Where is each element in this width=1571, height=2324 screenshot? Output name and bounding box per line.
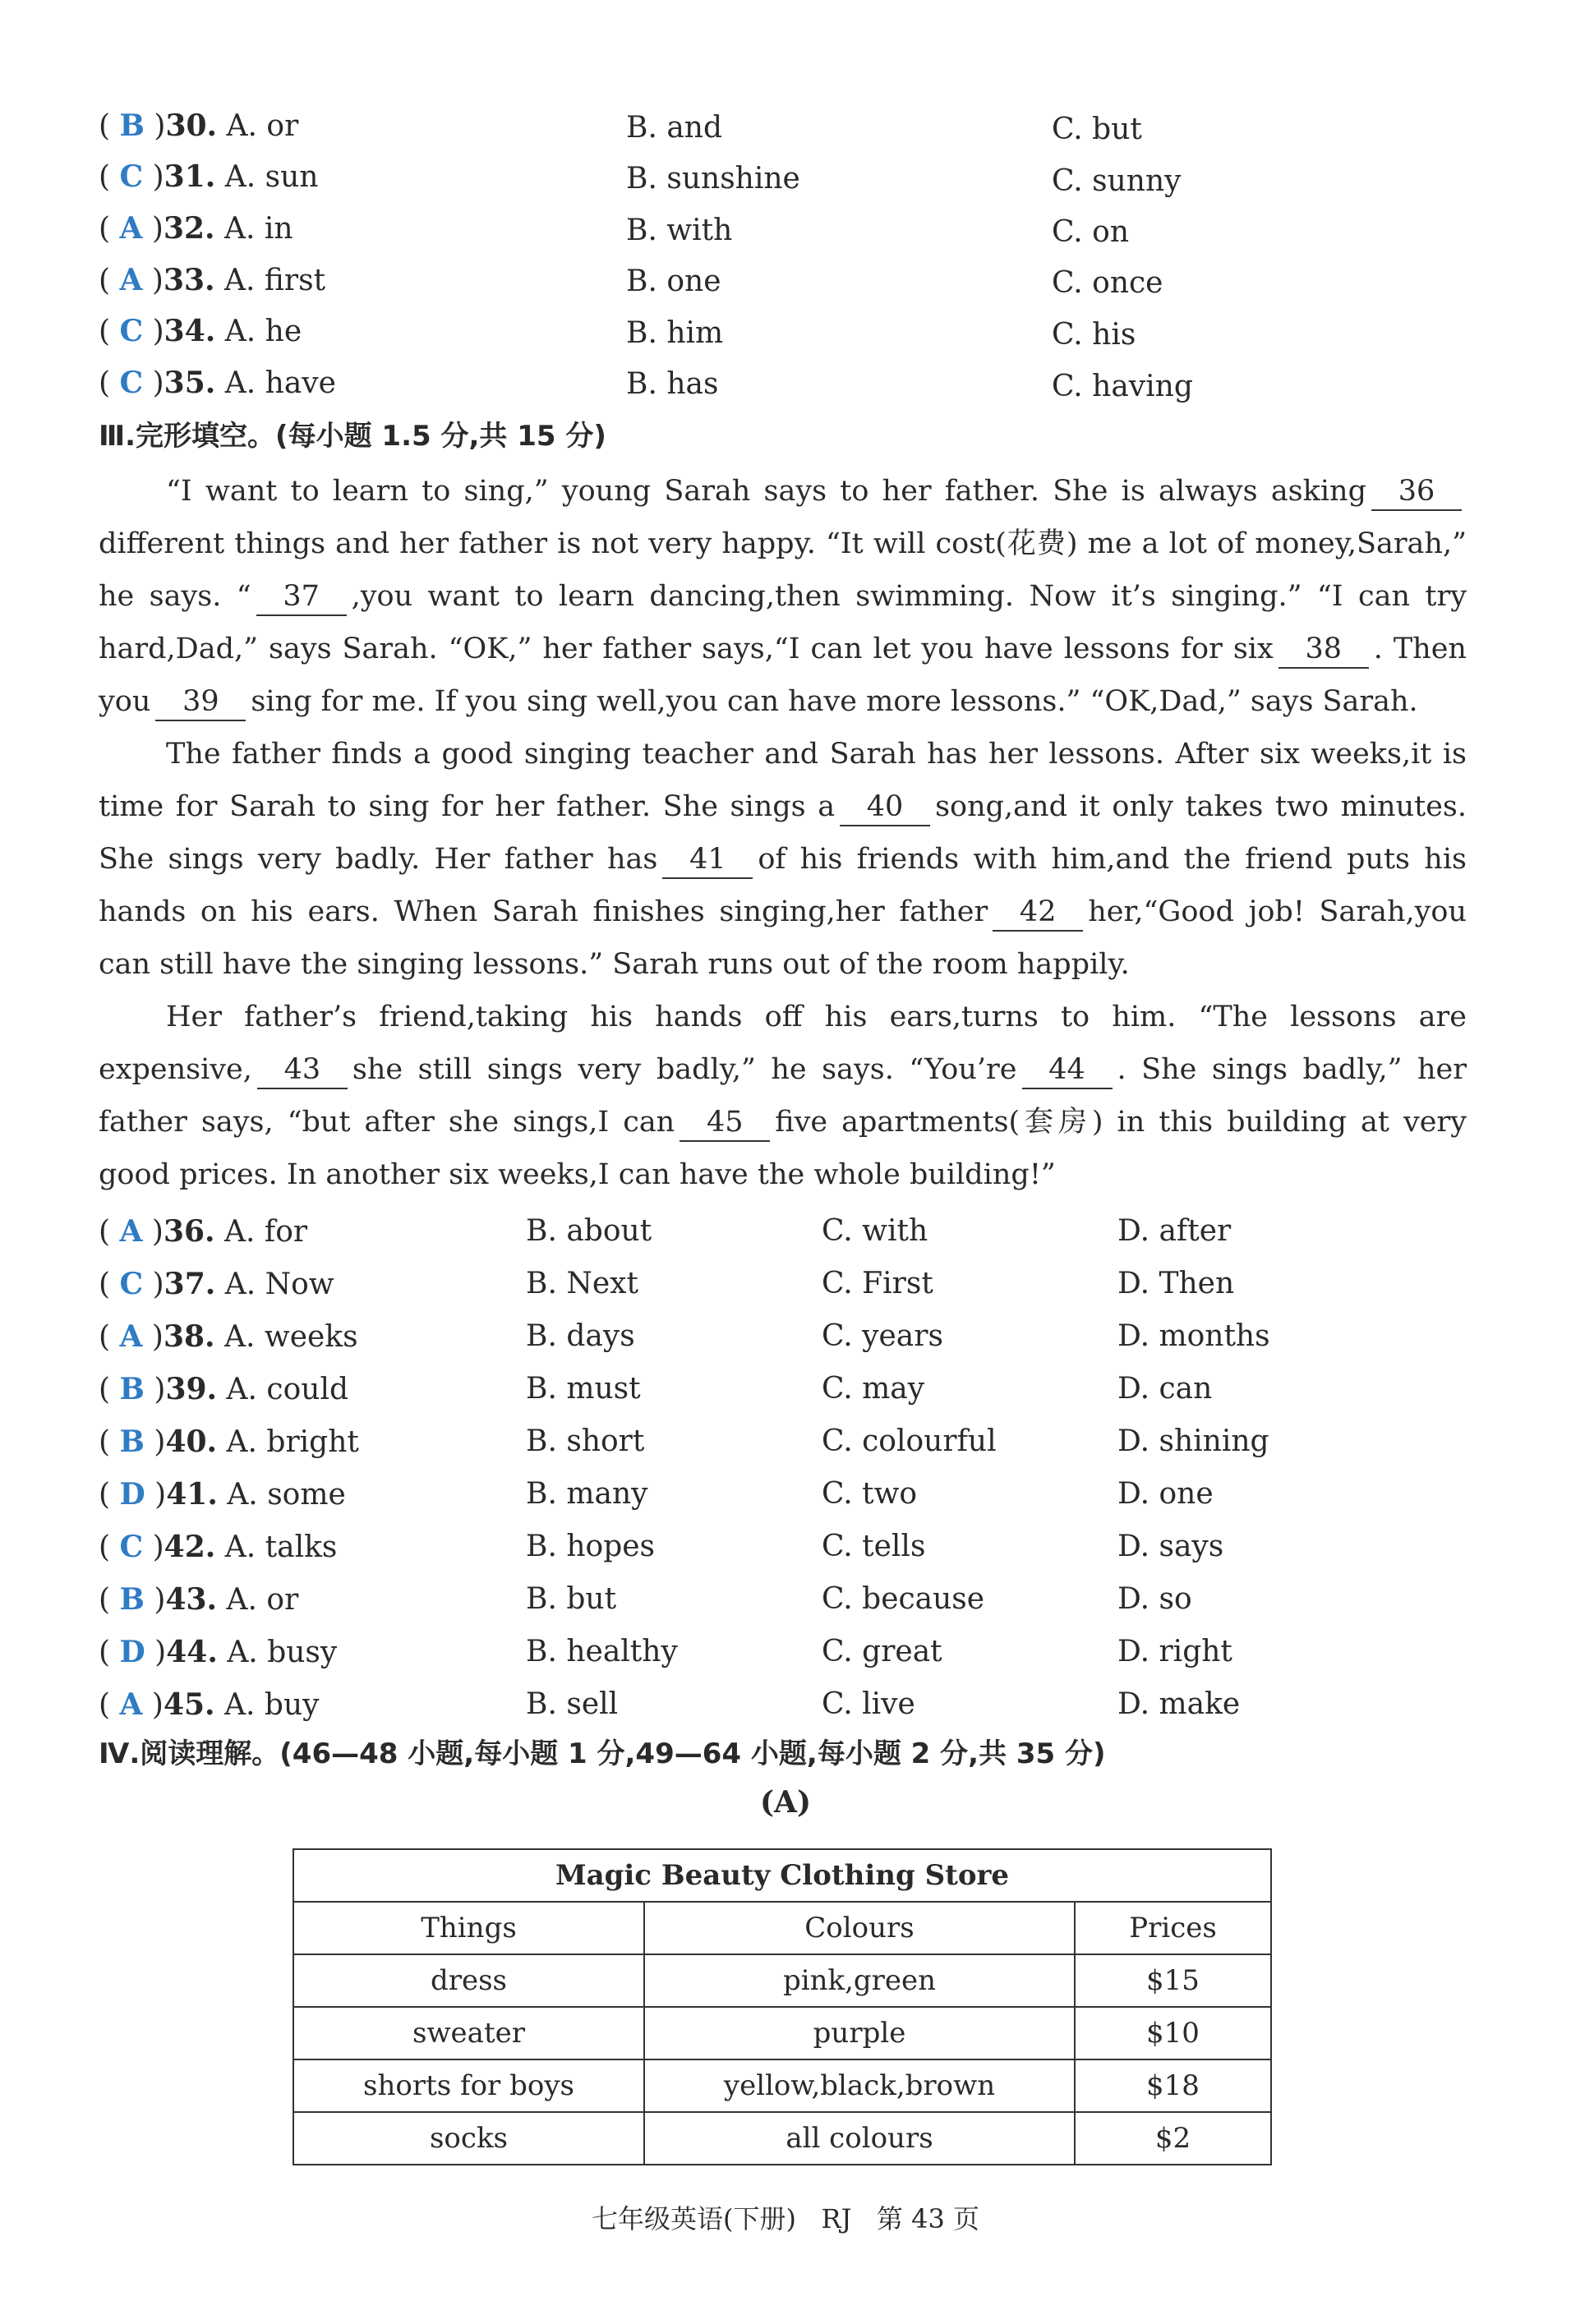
question-row: ( A )32. A. in <box>99 211 293 246</box>
option-c: C. sunny <box>1052 164 1182 198</box>
option-b: B. sell <box>526 1687 619 1721</box>
page-footer: 七年级英语(下册) RJ 第 43 页 <box>592 2203 979 2234</box>
option-c: C. great <box>822 1635 942 1668</box>
option-c: C. tells <box>822 1530 926 1563</box>
option-b: B. and <box>626 111 723 145</box>
cell-price: $18 <box>1075 2059 1271 2112</box>
option-c: C. with <box>822 1214 928 1248</box>
option-c: C. but <box>1052 113 1142 146</box>
option-b: B. short <box>526 1424 645 1458</box>
question-row: ( C )34. A. he <box>99 314 302 348</box>
blank-38: 38 <box>1278 631 1369 669</box>
blank-37: 37 <box>256 578 347 616</box>
cell-price: $2 <box>1075 2112 1271 2165</box>
passage-paragraph-1: “I want to learn to sing,” young Sarah says to her father. She is always asking 36different things and her father is not very happy. “It will cost(花费) me a lot of money,Sarah,” he says. “ 37 ,you want to learn dancing,then swimming. Now it’s singing.” “I can try hard,Dad,” says Sarah. “OK,” her father says,“I can let you have lessons for six 38 . Then you 39 sing for me. If you sing well,you can have more lessons.” “OK,Dad,” says Sarah. <box>99 465 1467 728</box>
table-row <box>293 2007 1271 2059</box>
question-row: ( C )37. A. Now <box>99 1267 334 1301</box>
option-c: C. having <box>1052 370 1193 403</box>
cell-price: $15 <box>1075 1954 1271 2007</box>
blank-44: 44 <box>1022 1052 1113 1089</box>
option-c: C. on <box>1052 215 1130 249</box>
option-c: C. First <box>822 1267 933 1300</box>
cell-colours: purple <box>644 2007 1075 2059</box>
cell-colours: all colours <box>644 2112 1075 2165</box>
option-c: C. because <box>822 1582 985 1616</box>
cell-price: $10 <box>1075 2007 1271 2059</box>
cell-thing: sweater <box>293 2007 644 2059</box>
table-row <box>293 1954 1271 2007</box>
section-4-title: Ⅳ.阅读理解。(46—48 小题,每小题 1 分,49—64 小题,每小题 2 分,共 35 分) <box>99 1737 1106 1770</box>
blank-42: 42 <box>993 894 1083 932</box>
cell-colours: yellow,black,brown <box>644 2059 1075 2112</box>
question-row: ( D )41. A. some <box>99 1477 346 1512</box>
option-c: C. may <box>822 1372 925 1406</box>
option-d: D. shining <box>1117 1424 1269 1458</box>
question-row: ( B )39. A. could <box>99 1372 348 1406</box>
option-b: B. many <box>526 1477 648 1511</box>
option-b: B. him <box>626 316 724 350</box>
passage-a-label: (A) <box>760 1785 811 1820</box>
cell-colours: pink,green <box>644 1954 1075 2007</box>
cell-thing: dress <box>293 1954 644 2007</box>
question-row: ( B )43. A. or <box>99 1582 299 1617</box>
question-row: ( A )45. A. buy <box>99 1687 320 1722</box>
option-d: D. one <box>1117 1477 1214 1511</box>
option-b: B. Next <box>526 1267 638 1300</box>
option-c: C. colourful <box>822 1424 997 1458</box>
option-b: B. must <box>526 1372 641 1406</box>
option-c: C. two <box>822 1477 918 1511</box>
blank-43: 43 <box>257 1052 348 1089</box>
table-header-row <box>293 1902 1271 1954</box>
header-colours: Colours <box>644 1902 1075 1954</box>
cell-thing: shorts for boys <box>293 2059 644 2112</box>
passage-paragraph-3: Her father’s friend,taking his hands off his ears,turns to him. “The lessons are expensive, 43 she still sings very badly,” he says. “You’re 44 . She sings badly,” her father says, “but after she sings,I can 45 five apartments(套房) in this building at very good prices. In another six weeks,I can have the whole building!” <box>99 1001 1467 1191</box>
option-b: B. but <box>526 1582 617 1616</box>
option-b: B. healthy <box>526 1635 678 1668</box>
option-c: C. years <box>822 1319 943 1353</box>
table-title: Magic Beauty Clothing Store <box>293 1849 1271 1902</box>
option-d: D. Then <box>1117 1267 1235 1300</box>
option-c: C. his <box>1052 318 1136 352</box>
option-d: D. so <box>1117 1582 1192 1616</box>
option-b: B. about <box>526 1214 652 1248</box>
blank-40: 40 <box>840 789 930 826</box>
question-row: ( B )30. A. or <box>99 108 299 143</box>
option-c: C. live <box>822 1687 915 1721</box>
option-d: D. can <box>1117 1372 1213 1406</box>
question-row: ( C )42. A. talks <box>99 1530 338 1564</box>
option-b: B. one <box>626 265 721 298</box>
header-prices: Prices <box>1075 1902 1271 1954</box>
option-b: B. with <box>626 214 733 247</box>
blank-41: 41 <box>662 841 753 879</box>
option-d: D. right <box>1117 1635 1232 1668</box>
question-row: ( C )31. A. sun <box>99 159 319 194</box>
question-row: ( D )44. A. busy <box>99 1635 338 1669</box>
header-things: Things <box>293 1902 644 1954</box>
option-b: B. sunshine <box>626 162 800 196</box>
option-d: D. months <box>1117 1319 1270 1353</box>
option-b: B. days <box>526 1319 635 1353</box>
clothing-store-table <box>293 1848 1272 2165</box>
blank-45: 45 <box>680 1104 770 1142</box>
option-c: C. once <box>1052 266 1163 300</box>
section-3-title: Ⅲ.完形填空。(每小题 1.5 分,共 15 分) <box>99 420 606 453</box>
question-row: ( A )33. A. first <box>99 263 326 297</box>
blank-36: 36 <box>1371 473 1462 511</box>
option-d: D. after <box>1117 1214 1232 1248</box>
question-row: ( A )36. A. for <box>99 1214 308 1249</box>
option-d: D. make <box>1117 1687 1241 1721</box>
passage-paragraph-2: The father finds a good singing teacher and Sarah has her lessons. After six weeks,it is time for Sarah to sing for her father. She sings a 40 song,and it only takes two minutes. She sings very badly. Her father has 41 of his friends with him,and the friend puts his hands on his ears. When Sarah finishes singing,her father 42 her,“Good job! Sarah,you can still have the singing lessons.” Sarah runs out of the room happily. <box>99 738 1467 981</box>
blank-39: 39 <box>155 683 246 721</box>
question-row: ( C )35. A. have <box>99 366 336 400</box>
table-row <box>293 2112 1271 2165</box>
question-row: ( B )40. A. bright <box>99 1424 359 1459</box>
option-b: B. hopes <box>526 1530 656 1563</box>
question-row: ( A )38. A. weeks <box>99 1319 358 1354</box>
cell-thing: socks <box>293 2112 644 2165</box>
table-row <box>293 2059 1271 2112</box>
option-d: D. says <box>1117 1530 1224 1563</box>
option-b: B. has <box>626 367 719 401</box>
